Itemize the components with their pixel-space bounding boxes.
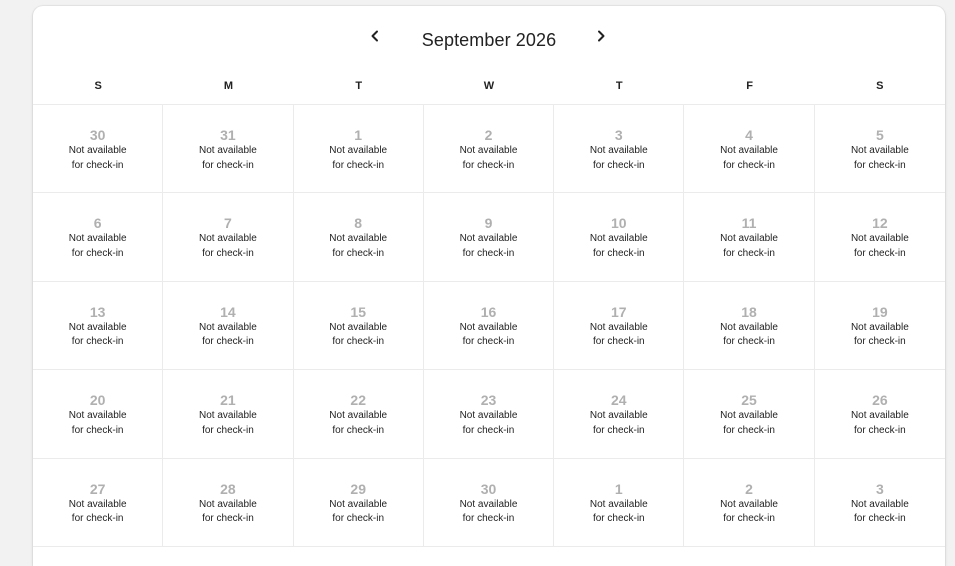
calendar-day-cell[interactable]: [33, 193, 163, 281]
calendar-day-cell[interactable]: [33, 459, 163, 547]
availability-note: Not available: [850, 321, 909, 333]
day-number: 29: [350, 480, 366, 497]
availability-note: Not available: [850, 498, 909, 510]
calendar-day-cell[interactable]: [33, 282, 163, 370]
availability-note: for check-in: [462, 159, 515, 171]
calendar-day-cell[interactable]: [815, 105, 945, 193]
calendar-day-cell[interactable]: [294, 193, 424, 281]
availability-note: Not available: [329, 233, 388, 245]
weekday-label: S: [876, 80, 884, 92]
availability-note: for check-in: [723, 424, 775, 436]
availability-note: for check-in: [332, 513, 385, 525]
day-number: 25: [741, 392, 757, 409]
day-number: 23: [480, 392, 497, 409]
availability-note: for check-in: [592, 336, 645, 348]
day-number: 20: [89, 392, 106, 409]
availability-note: Not available: [720, 145, 778, 156]
calendar-day-cell[interactable]: [294, 105, 424, 193]
availability-note: Not available: [199, 145, 257, 156]
availability-note: Not available: [589, 410, 648, 422]
availability-note: for check-in: [723, 336, 775, 348]
calendar-day-cell[interactable]: [294, 370, 424, 458]
chevron-right-icon: [595, 29, 607, 47]
availability-note: for check-in: [462, 336, 515, 348]
calendar-card: [33, 6, 945, 566]
availability-note: for check-in: [332, 247, 385, 259]
availability-note: Not available: [589, 498, 648, 510]
availability-note: Not available: [459, 410, 518, 422]
day-number: 10: [610, 215, 627, 232]
day-number: 1: [614, 480, 623, 497]
availability-note: for check-in: [71, 336, 124, 348]
day-number: 2: [484, 127, 493, 143]
availability-note: for check-in: [202, 424, 254, 436]
weekday-header-row: [33, 72, 945, 104]
calendar-day-cell[interactable]: [815, 193, 945, 281]
calendar-day-cell[interactable]: [554, 370, 684, 458]
availability-note: Not available: [329, 498, 388, 510]
availability-note: for check-in: [202, 336, 254, 348]
day-number: 11: [741, 215, 757, 232]
calendar-day-cell[interactable]: [815, 282, 945, 370]
next-month-button[interactable]: [589, 26, 613, 50]
availability-note: Not available: [199, 321, 257, 333]
day-number: 14: [220, 303, 236, 320]
calendar-day-cell[interactable]: [684, 282, 814, 370]
day-number: 27: [89, 480, 106, 497]
day-number: 30: [89, 127, 106, 143]
availability-note: for check-in: [332, 159, 385, 171]
availability-note: for check-in: [462, 247, 515, 259]
availability-note: Not available: [68, 321, 127, 333]
availability-note: for check-in: [332, 336, 385, 348]
availability-note: Not available: [199, 498, 257, 510]
calendar-day-cell[interactable]: [684, 370, 814, 458]
day-number: 28: [220, 480, 236, 497]
weekday-label: F: [746, 80, 753, 92]
availability-note: for check-in: [723, 513, 775, 525]
availability-note: Not available: [459, 321, 518, 333]
calendar-day-cell[interactable]: [424, 459, 554, 547]
availability-note: Not available: [720, 321, 778, 333]
day-number: 15: [350, 303, 366, 320]
calendar-day-cell[interactable]: [424, 370, 554, 458]
day-number: 6: [93, 215, 102, 232]
calendar-day-cell[interactable]: [424, 105, 554, 193]
availability-note: Not available: [459, 498, 518, 510]
availability-note: Not available: [589, 145, 648, 156]
weekday-label: S: [94, 80, 102, 92]
day-number: 7: [224, 215, 232, 232]
day-number: 16: [480, 303, 497, 320]
availability-note: for check-in: [592, 247, 645, 259]
availability-note: for check-in: [854, 424, 906, 436]
calendar-day-cell[interactable]: [424, 282, 554, 370]
availability-note: Not available: [459, 233, 518, 245]
day-number: 18: [741, 303, 757, 320]
day-number: 31: [220, 127, 236, 143]
calendar-day-cell[interactable]: [163, 459, 293, 547]
weekday-label: T: [615, 80, 623, 92]
availability-note: for check-in: [332, 424, 385, 436]
day-number: 21: [220, 392, 236, 409]
availability-note: for check-in: [854, 159, 906, 171]
availability-note: Not available: [68, 498, 127, 510]
availability-note: for check-in: [71, 424, 124, 436]
calendar-day-cell[interactable]: [424, 193, 554, 281]
day-number: 13: [89, 303, 106, 320]
day-number: 12: [872, 215, 888, 232]
availability-note: for check-in: [592, 513, 645, 525]
availability-note: for check-in: [854, 513, 906, 525]
day-number: 9: [484, 215, 493, 232]
calendar-day-cell[interactable]: [33, 370, 163, 458]
day-number: 19: [872, 303, 888, 320]
availability-note: for check-in: [71, 159, 124, 171]
availability-note: Not available: [459, 145, 518, 156]
availability-note: Not available: [68, 233, 127, 245]
availability-note: for check-in: [723, 159, 775, 171]
availability-note: Not available: [850, 233, 909, 245]
day-number: 22: [350, 392, 366, 409]
day-number: 4: [745, 127, 753, 143]
availability-note: for check-in: [462, 424, 515, 436]
calendar-day-cell[interactable]: [163, 282, 293, 370]
availability-note: Not available: [850, 145, 909, 156]
availability-note: Not available: [720, 233, 778, 245]
month-title: September 2026: [421, 30, 557, 50]
calendar-day-cell[interactable]: [554, 282, 684, 370]
availability-note: for check-in: [71, 513, 124, 525]
availability-note: for check-in: [592, 159, 645, 171]
calendar-day-cell[interactable]: [294, 459, 424, 547]
day-number: 3: [614, 127, 623, 143]
calendar-day-grid: [33, 104, 945, 547]
calendar-day-cell[interactable]: [815, 459, 945, 547]
weekday-label: T: [355, 80, 363, 92]
availability-note: Not available: [329, 145, 388, 156]
calendar-day-cell[interactable]: [815, 370, 945, 458]
availability-note: Not available: [720, 498, 778, 510]
availability-note: Not available: [329, 410, 388, 422]
availability-note: Not available: [850, 410, 909, 422]
availability-note: Not available: [199, 410, 257, 422]
availability-note: for check-in: [723, 247, 775, 259]
calendar-day-cell[interactable]: [294, 282, 424, 370]
availability-note: for check-in: [71, 247, 124, 259]
availability-note: Not available: [589, 321, 648, 333]
availability-note: Not available: [68, 145, 127, 156]
availability-note: Not available: [589, 233, 648, 245]
availability-note: Not available: [720, 410, 778, 422]
day-number: 1: [354, 127, 363, 143]
availability-note: for check-in: [202, 513, 254, 525]
availability-note: for check-in: [854, 336, 906, 348]
calendar-day-cell[interactable]: [33, 105, 163, 193]
day-number: 17: [610, 303, 627, 320]
availability-note: for check-in: [202, 159, 254, 171]
calendar-day-cell[interactable]: [554, 105, 684, 193]
day-number: 8: [354, 215, 363, 232]
availability-note: for check-in: [202, 247, 254, 259]
calendar-day-cell[interactable]: [163, 193, 293, 281]
weekday-label: M: [223, 80, 233, 92]
calendar-day-cell[interactable]: [163, 370, 293, 458]
availability-note: Not available: [329, 321, 388, 333]
calendar-day-cell[interactable]: [684, 193, 814, 281]
day-number: 3: [875, 480, 884, 497]
availability-note: for check-in: [462, 513, 515, 525]
day-number: 26: [872, 392, 888, 409]
availability-note: for check-in: [854, 247, 906, 259]
availability-note: Not available: [199, 233, 257, 245]
weekday-label: W: [483, 80, 495, 92]
calendar-day-cell[interactable]: [554, 193, 684, 281]
day-number: 24: [610, 392, 627, 409]
calendar-day-cell[interactable]: [684, 459, 814, 547]
day-number: 2: [745, 480, 753, 497]
availability-note: Not available: [68, 410, 127, 422]
availability-note: for check-in: [592, 424, 645, 436]
calendar-day-cell[interactable]: [163, 105, 293, 193]
calendar-header: [33, 6, 945, 72]
day-number: 5: [875, 127, 884, 143]
calendar-day-cell[interactable]: [684, 105, 814, 193]
day-number: 30: [480, 480, 497, 497]
calendar-day-cell[interactable]: [554, 459, 684, 547]
